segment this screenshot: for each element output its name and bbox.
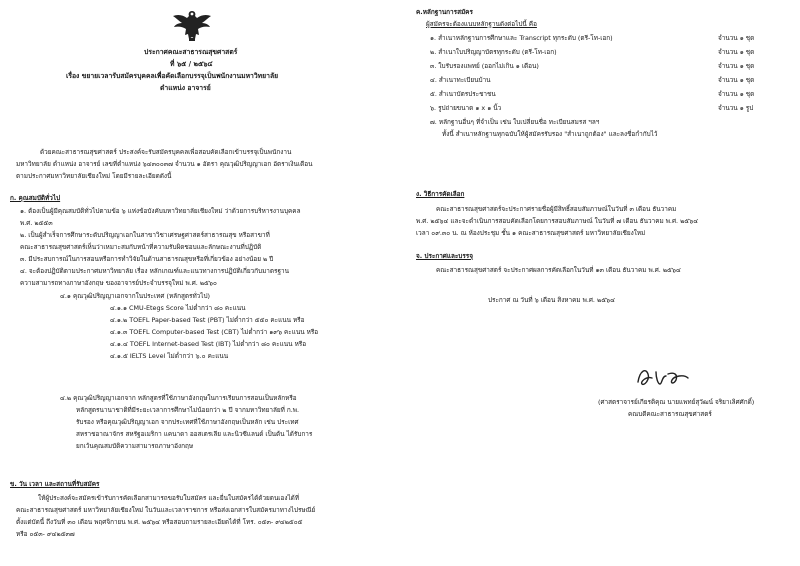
section-d-line: เวลา ๐๙.๓๐ น. ณ ห้องประชุม ชั้น ๑ คณะสาธารณสุขศาสตร์ มหาวิทยาลัยเชียงใหม่: [416, 229, 646, 237]
sub-42-line: สหราชอาณาจักร สหรัฐอเมริกา แคนาดา ออสเตรเลีย และนิวซีแลนด์ เป็นต้น ได้รับการ: [76, 430, 313, 438]
document-qty: จำนวน ๑ ชุด: [718, 62, 755, 70]
document-item: ๕. สำเนาบัตรประชาชน: [430, 90, 496, 98]
section-d-line: พ.ศ. ๒๕๖๔ และจะดำเนินการสอบคัดเลือกโดยการสอบสัมภาษณ์ ในวันที่ ๗ เดือน ธันวาคม พ.ศ. ๒๕๖๔: [416, 217, 699, 225]
english-test-item: ๔.๑.๓ TOEFL Computer-based Test (CBT) ไม่ต่ำกว่า ๑๙๖ คะแนน หรือ: [110, 328, 319, 336]
signer-title: คณบดีคณะสาธารณสุขศาสตร์: [628, 410, 712, 418]
announce-date: ประกาศ ณ วันที่ ๖ เดือน สิงหาคม พ.ศ. ๒๕๖๔: [488, 296, 615, 304]
section-b-line: คณะสาธารณสุขศาสตร์ มหาวิทยาลัยเชียงใหม่ ในวันและเวลาราชการ หรือส่งเอกสารใบสมัครมาทางไปรษณีย์: [16, 506, 316, 514]
document-item: ๔. สำเนาทะเบียนบ้าน: [430, 76, 491, 84]
document-item: ๑. สำเนาหลักฐานการศึกษาและ Transcript ทุกระดับ (ตรี-โท-เอก): [430, 34, 613, 42]
section-a-item: ๔. จะต้องปฏิบัติตามประกาศมหาวิทยาลัย เรื่อง หลักเกณฑ์และแนวทางการปฏิบัติเกี่ยวกับมาตรฐาน: [20, 267, 289, 275]
section-c-title: ค.หลักฐานการสมัคร: [416, 8, 473, 16]
garuda-emblem-icon: [170, 8, 214, 44]
sub-42-line: หลักสูตรนานาชาติที่มีระยะเวลาการศึกษาไม่น้อยกว่า ๒ ปี จากมหาวิทยาลัยที่ ก.พ.: [76, 406, 300, 414]
sub-41-title: ๔.๑ คุณวุฒิปริญญาเอกจากในประเทศ (หลักสูตรทั่วไป): [60, 292, 211, 300]
document-item: ๓. ใบรับรองแพทย์ (ออกไม่เกิน ๑ เดือน): [430, 62, 539, 70]
document-qty: จำนวน ๑ ชุด: [718, 76, 755, 84]
section-a-item: ๓. มีประสบการณ์ในการสอนหรือการทำวิจัยในด้านสาธารณสุขหรือที่เกี่ยวข้อง อย่างน้อย ๒ ปี: [20, 255, 274, 263]
section-b-line: หรือ ๐๕๓- ๙๔๒๕๓๗: [16, 530, 75, 538]
document-qty: จำนวน ๑ รูป: [718, 104, 754, 112]
sub-42-line: ๔.๒ คุณวุฒิปริญญาเอกจาก หลักสูตรที่ใช้ภาษาอังกฤษในการเรียนการสอนเป็นหลักหรือ: [60, 394, 297, 402]
section-a-item: พ.ศ. ๒๕๕๓: [20, 219, 53, 227]
section-d-title: ง. วิธีการคัดเลือก: [416, 190, 465, 198]
document-qty: จำนวน ๑ ชุด: [718, 90, 755, 98]
document-qty: จำนวน ๑ ชุด: [718, 48, 755, 56]
document-qty: จำนวน ๑ ชุด: [718, 34, 755, 42]
section-d-line: คณะสาธารณสุขศาสตร์จะประกาศรายชื่อผู้มีสิทธิ์สอบสัมภาษณ์ในวันที่ ๓ เดือน ธันวาคม: [436, 205, 677, 213]
english-test-item: ๔.๑.๑ CMU-Etegs Score ไม่ต่ำกว่า ๘๐ คะแนน: [110, 304, 246, 312]
subject-line: เรื่อง ขยายเวลารับสมัครบุคคลเพื่อคัดเลือกบรรจุเป็นพนักงานมหาวิทยาลัย: [66, 72, 279, 80]
section-e-line: คณะสาธารณสุขศาสตร์ จะประกาศผลการคัดเลือกในวันที่ ๑๓ เดือน ธันวาคม พ.ศ. ๒๕๖๔: [436, 266, 681, 274]
section-a-item: ความสามารถทางภาษาอังกฤษ ของอาจารย์ประจำบรรจุใหม่ พ.ศ. ๒๕๖๐: [20, 279, 217, 287]
section-a-item: ๑. ต้องเป็นผู้มีคุณสมบัติทั่วไปตามข้อ ๖ แห่งข้อบังคับมหาวิทยาลัยเชียงใหม่ ว่าด้วยการบริหารงานบุคคล: [20, 207, 301, 215]
sub-42-line: รับรอง หรือคุณวุฒิปริญญาเอก จากประเทศที่ใช้ภาษาอังกฤษเป็นหลัก เช่น ประเทศ: [76, 418, 299, 426]
signer-name: (ศาสตราจารย์เกียรติคุณ นายแพทย์สุวัฒน์ จริยาเลิศศักดิ์): [598, 398, 755, 406]
document-item-7-note: ทั้งนี้ สำเนาหลักฐานทุกฉบับให้ผู้สมัครรับรอง "สำเนาถูกต้อง" และลงชื่อกำกับไว้: [442, 130, 658, 138]
sub-42-line: ยกเว้นคุณสมบัติความสามารถภาษาอังกฤษ: [76, 442, 194, 450]
intro-line: มหาวิทยาลัย ตำแหน่ง อาจารย์ เลขที่ตำแหน่ง ๖๔๓๐๐๓๗ จำนวน ๑ อัตรา คุณวุฒิปริญญาเอก อัตราเงินเดือน: [16, 160, 313, 168]
document-item-7: ๗. หลักฐานอื่นๆ ที่จำเป็น เช่น ใบเปลี่ยนชื่อ ทะเบียนสมรส ฯลฯ: [430, 118, 600, 126]
section-a-item: ๒. เป็นผู้สำเร็จการศึกษาระดับปริญญาเอกในสาขาวิชาเศรษฐศาสตร์สาธารณสุข หรือสาขาที่: [20, 231, 270, 239]
announcement-number: ที่ ๖๕ / ๒๕๖๔: [170, 60, 213, 68]
section-b-title: ข. วัน เวลา และสถานที่รับสมัคร: [10, 480, 100, 488]
english-test-item: ๔.๑.๔ TOEFL Internet-based Test (IBT) ไม่ต่ำกว่า ๘๐ คะแนน หรือ: [110, 340, 307, 348]
document-item: ๒. สำเนาใบปริญญาบัตรทุกระดับ (ตรี-โท-เอก): [430, 48, 557, 56]
intro-line: ด้วยคณะสาธารณสุขศาสตร์ ประสงค์จะรับสมัครบุคคลเพื่อสอบคัดเลือกเข้าบรรจุเป็นพนักงาน: [40, 148, 292, 156]
section-b-line: ตั้งแต่บัดนี้ ถึงวันที่ ๓๐ เดือน พฤศจิกายน พ.ศ. ๒๕๖๔ หรือสอบถามรายละเอียดได้ที่ โทร. ๐๕๓- ๙๔๒๕๐๕: [16, 518, 303, 526]
english-test-item: ๔.๑.๒ TOEFL Paper-based Test (PBT) ไม่ต่ำกว่า ๕๕๐ คะแนน หรือ: [110, 316, 305, 324]
english-test-item: ๔.๑.๕ IELTS Level ไม่ต่ำกว่า ๖.๐ คะแนน: [110, 352, 229, 360]
handwritten-signature: [632, 362, 694, 392]
section-a-title: ก. คุณสมบัติทั่วไป: [10, 194, 61, 202]
org-title: ประกาศคณะสาธารณสุขศาสตร์: [144, 48, 238, 56]
intro-line: ตามประกาศมหาวิทยาลัยเชียงใหม่ โดยมีรายละเอียดดังนี้: [16, 172, 172, 180]
section-c-lead: ผู้สมัครจะต้องแนบหลักฐานดังต่อไปนี้ คือ: [426, 20, 537, 28]
section-a-item: คณะสาธารณสุขศาสตร์เห็นว่าเหมาะสมกับหน้าที่ความรับผิดชอบและลักษณะงานที่ปฏิบัติ: [20, 243, 262, 251]
position-line: ตำแหน่ง อาจารย์: [160, 84, 211, 92]
document-item: ๖. รูปถ่ายขนาด ๑ x ๑ นิ้ว: [430, 104, 502, 112]
section-b-line: ให้ผู้ประสงค์จะสมัครเข้ารับการคัดเลือกสามารถขอรับใบสมัคร และยื่นใบสมัครได้ด้วยตนเองได้ที่: [38, 494, 300, 502]
section-e-title: จ. ประกาศและบรรจุ: [416, 252, 473, 260]
